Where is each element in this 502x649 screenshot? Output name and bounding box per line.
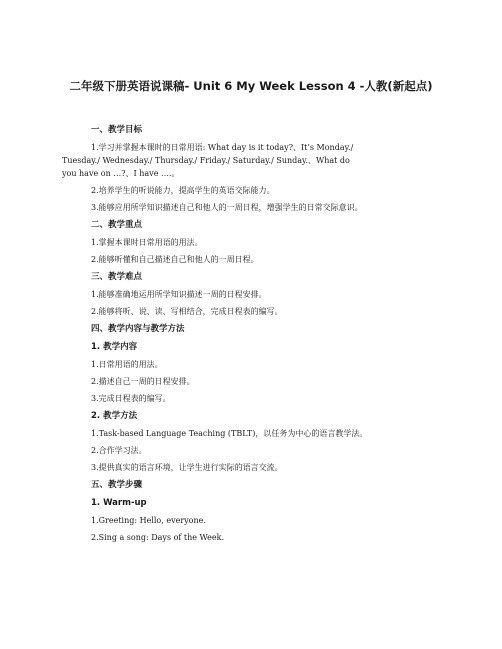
- paragraph-line: 2.培养学生的听说能力，提高学生的英语交际能力。: [91, 186, 275, 195]
- section-heading: 2. 教学方法: [91, 411, 138, 421]
- paragraph-line: 2.合作学习法。: [91, 446, 147, 455]
- paragraph-line: Tuesday./ Wednesday./ Thursday./ Friday./ Saturday./ Sunday.、What do: [62, 156, 350, 165]
- paragraph-line: 3.提供真实的语言环境，让学生进行实际的语言交流。: [91, 463, 283, 472]
- paragraph-line: 3.完成日程表的编写。: [91, 394, 171, 403]
- paragraph-line: 2.描述自己一周的日程安排。: [91, 377, 195, 386]
- paragraph-line: 1.日常用语的用法。: [91, 360, 163, 369]
- paragraph-line: 1.学习并掌握本课时的日常用语: What day is it today?、It’s Monday./: [91, 143, 354, 152]
- paragraph-line: 3.能够应用所学知识描述自己和他人的一周日程，增强学生的日常交际意识。: [91, 203, 363, 212]
- section-heading: 三、教学难点: [91, 272, 143, 282]
- section-heading: 四、教学内容与教学方法: [91, 324, 185, 334]
- section-heading: 1. 教学内容: [91, 342, 138, 352]
- paragraph-line: 1.Greeting: Hello, everyone.: [91, 516, 206, 525]
- paragraph-line: 1.掌握本课时日常用语的用法。: [91, 238, 203, 247]
- paragraph-line: 2.能够将听、说、读、写相结合，完成日程表的编写。: [91, 307, 283, 316]
- section-heading: 二、教学重点: [91, 220, 143, 230]
- paragraph-line: 2.Sing a song: Days of the Week.: [91, 533, 224, 542]
- section-heading: 五、教学步骤: [91, 480, 143, 490]
- paragraph-line: 1.Task-based Language Teaching (TBLT)，以任务为中心的语言教学法。: [91, 429, 368, 438]
- section-heading: 1. Warm-up: [91, 498, 147, 508]
- page-title: 二年级下册英语说课稿- Unit 6 My Week Lesson 4 -人教(新起点): [69, 79, 433, 93]
- paragraph-line: 1.能够准确地运用所学知识描述一周的日程安排。: [91, 290, 267, 299]
- paragraph-line: 2.能够听懂和自己描述自己和他人的一周日程。: [91, 255, 259, 264]
- section-heading: 一、教学目标: [91, 125, 143, 135]
- paragraph-line: you have on …?、I have ….。: [62, 169, 180, 178]
